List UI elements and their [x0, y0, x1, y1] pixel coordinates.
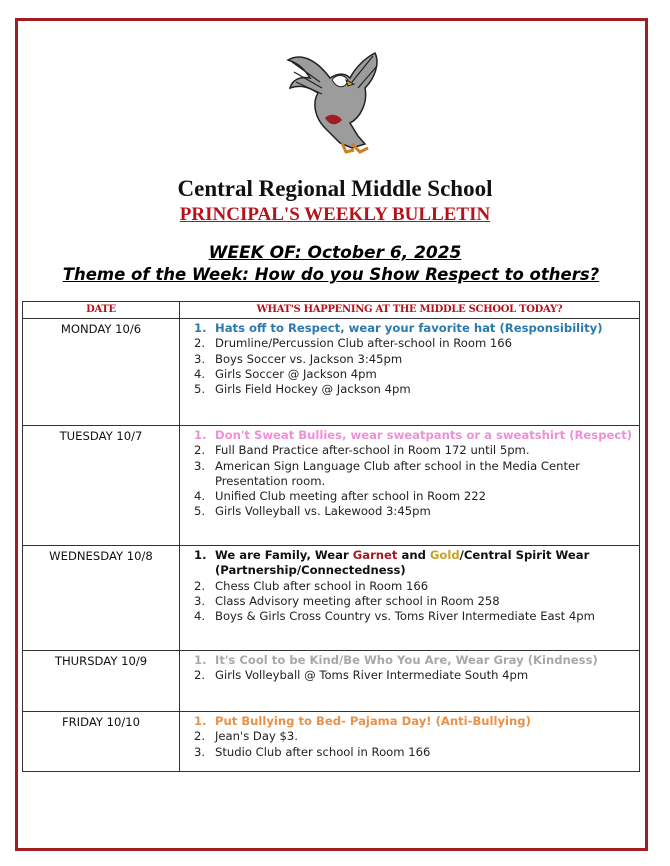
- item-text-segment: and: [397, 548, 430, 562]
- event-item: [194, 382, 635, 397]
- event-item: [194, 428, 635, 443]
- day-date: TUESDAY 10/7: [23, 426, 180, 546]
- day-date: THURSDAY 10/9: [23, 651, 180, 712]
- event-item: [194, 609, 635, 624]
- item-text-segment: It's Cool to be Kind/Be Who You Are, Wear Gray (Kindness): [215, 653, 598, 667]
- item-number: 5.: [194, 504, 206, 519]
- item-number: 3.: [194, 458, 206, 473]
- event-item: [194, 504, 635, 519]
- item-number: 2.: [194, 578, 206, 593]
- event-item: [194, 321, 635, 336]
- event-item: [194, 729, 635, 744]
- item-text: [215, 428, 632, 443]
- item-text: [215, 714, 531, 729]
- day-events: [180, 546, 640, 651]
- school-name: Central Regional Middle School: [177, 176, 493, 201]
- item-text: [215, 579, 428, 594]
- item-text-segment: We are Family, Wear: [215, 548, 353, 562]
- item-text-segment: Full Band Practice after-school in Room 172 until 5pm.: [215, 443, 530, 458]
- item-text: [215, 548, 635, 579]
- table-row: [23, 651, 640, 712]
- day-events: [180, 651, 640, 712]
- item-number: 2.: [194, 729, 206, 744]
- item-text-segment: American Sign Language Club after school in the Media Center Presentation room.: [215, 458, 580, 488]
- item-text: [215, 382, 411, 397]
- event-item: [194, 653, 635, 668]
- item-text: [215, 729, 298, 744]
- item-number: 4.: [194, 489, 206, 504]
- item-text: [215, 489, 486, 504]
- event-item: [194, 714, 635, 729]
- item-text-segment: Girls Volleyball vs. Lakewood 3:45pm: [215, 504, 431, 519]
- table-row: [23, 319, 640, 426]
- event-item: [194, 352, 635, 367]
- item-number: 3.: [194, 744, 206, 759]
- table-row: [23, 546, 640, 651]
- bulletin-title: PRINCIPAL'S WEEKLY BULLETIN: [179, 204, 491, 225]
- item-text-segment: Studio Club after school in Room 166: [215, 744, 431, 759]
- item-text: [215, 504, 431, 519]
- item-number: 1.: [194, 428, 207, 442]
- event-item: [194, 594, 635, 609]
- event-item: [194, 745, 635, 760]
- week-of: WEEK OF: October 6, 2025: [208, 243, 462, 263]
- item-text-segment: Chess Club after school in Room 166: [215, 578, 429, 593]
- item-number: 3.: [194, 593, 206, 608]
- item-text: [215, 653, 598, 668]
- event-item: [194, 579, 635, 594]
- schedule-table: [22, 301, 640, 772]
- day-events: [180, 712, 640, 772]
- item-number: 1.: [194, 321, 207, 335]
- item-text-segment: Jean's Day $3.: [215, 729, 298, 744]
- item-number: 2.: [194, 443, 206, 458]
- item-text-segment: Girls Soccer @ Jackson 4pm: [215, 366, 377, 381]
- item-text: [215, 459, 635, 490]
- event-item: [194, 336, 635, 351]
- day-date: FRIDAY 10/10: [23, 712, 180, 772]
- item-number: 1.: [194, 714, 207, 728]
- events-header: WHAT'S HAPPENING AT THE MIDDLE SCHOOL TODAY?: [180, 302, 640, 319]
- item-text-segment: Hats off to Respect, wear your favorite hat (Responsibility): [215, 321, 603, 335]
- item-text-segment: Drumline/Percussion Club after-school in Room 166: [215, 336, 513, 351]
- item-text-segment: Put Bullying to Bed- Pajama Day! (Anti-Bullying): [215, 714, 531, 728]
- item-text: [215, 745, 430, 760]
- table-row: [23, 426, 640, 546]
- item-text: [215, 321, 603, 336]
- day-date: MONDAY 10/6: [23, 319, 180, 426]
- item-text: [215, 336, 512, 351]
- event-item: [194, 548, 635, 579]
- item-number: 4.: [194, 366, 206, 381]
- item-number: 4.: [194, 609, 206, 624]
- item-text-segment: Unified Club meeting after school in Room 222: [215, 489, 487, 504]
- day-events: [180, 426, 640, 546]
- event-item: [194, 668, 635, 683]
- item-number: 2.: [194, 336, 206, 351]
- item-text: [215, 367, 377, 382]
- eagle-logo-icon: [280, 48, 385, 158]
- item-text-segment: Class Advisory meeting after school in Room 258: [215, 593, 500, 608]
- event-item: [194, 459, 635, 490]
- item-number: 1.: [194, 548, 207, 562]
- item-text: [215, 609, 595, 624]
- item-number: 5.: [194, 382, 206, 397]
- item-text-segment: Garnet: [352, 548, 398, 562]
- item-text: [215, 352, 402, 367]
- item-number: 1.: [194, 653, 207, 667]
- item-text: [215, 443, 530, 458]
- item-text-segment: /Central Spirit Wear (Partnership/Connectedness): [215, 548, 590, 578]
- event-item: [194, 367, 635, 382]
- theme-of-week: Theme of the Week: How do you Show Respect to others?: [62, 265, 600, 284]
- event-item: [194, 489, 635, 504]
- item-text-segment: Gold: [429, 548, 460, 562]
- day-events: [180, 319, 640, 426]
- item-text-segment: Girls Volleyball @ Toms River Intermediate South 4pm: [215, 668, 529, 683]
- item-number: 3.: [194, 351, 206, 366]
- item-text-segment: Don't Sweat Bullies, wear sweatpants or a sweatshirt (Respect): [215, 428, 633, 442]
- date-header: DATE: [23, 302, 180, 319]
- event-item: [194, 443, 635, 458]
- table-row: [23, 712, 640, 772]
- day-date: WEDNESDAY 10/8: [23, 546, 180, 651]
- item-text: [215, 594, 500, 609]
- item-number: 2.: [194, 668, 206, 683]
- item-text-segment: Boys & Girls Cross Country vs. Toms River Intermediate East 4pm: [215, 609, 595, 624]
- item-text: [215, 668, 528, 683]
- item-text-segment: Girls Field Hockey @ Jackson 4pm: [215, 382, 411, 397]
- item-text-segment: Boys Soccer vs. Jackson 3:45pm: [215, 351, 403, 366]
